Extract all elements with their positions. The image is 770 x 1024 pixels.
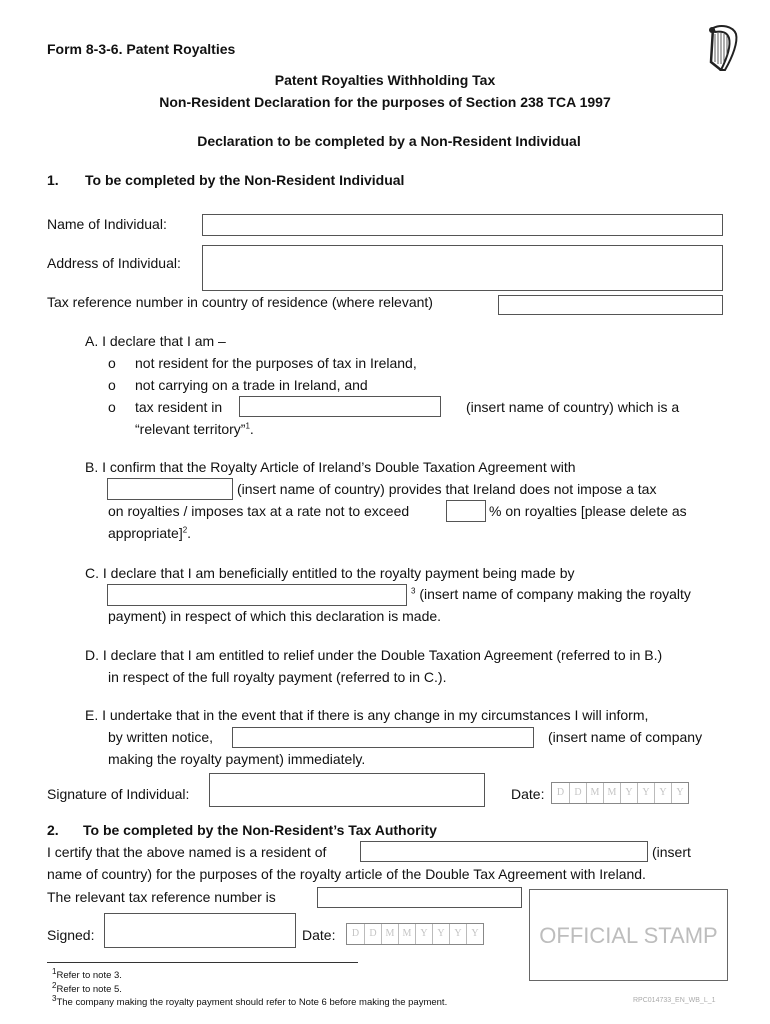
declaration-b-line-2: (insert name of country) provides that Ireland does not impose a tax [237, 481, 657, 497]
declaration-a-item-2: not carrying on a trade in Ireland, and [135, 377, 368, 393]
footnote-divider [47, 962, 358, 963]
authority-signature-field[interactable] [104, 913, 296, 948]
section-1-title: To be completed by the Non-Resident Individual [85, 172, 405, 188]
section-2-number: 2. [47, 822, 59, 838]
relevant-territory-text: “relevant territory”$^1$. [135, 421, 254, 437]
declaration-c-line-3: payment) in respect of which this declaration is made. [108, 608, 442, 624]
address-field[interactable] [202, 245, 723, 291]
certify-text-line-2: name of country) for the purposes of the royalty article of the Double Tax Agreement with Ireland. [47, 866, 646, 882]
date-digit-cell[interactable]: Y [671, 783, 688, 803]
paying-company-field[interactable] [107, 584, 407, 606]
date-digit-cell[interactable]: Y [415, 924, 432, 944]
declaration-e-line-3: making the royalty payment) immediately. [108, 751, 366, 767]
address-label: Address of Individual: [47, 255, 181, 271]
authority-date-label: Date: [302, 927, 336, 943]
declaration-d-line-1: D. I declare that I am entitled to relief under the Double Taxation Agreement (referred to in B.) [85, 647, 663, 663]
bullet: o [108, 355, 116, 371]
date-field-authority[interactable] [346, 923, 484, 945]
name-label: Name of Individual: [47, 216, 167, 232]
date-digit-cell[interactable]: M [603, 783, 620, 803]
declaration-a-item-3-text: tax resident in [135, 399, 223, 415]
footnote-2: $^2$Refer to note 5. [52, 981, 122, 996]
signed-label: Signed: [47, 927, 95, 943]
date-digit-cell[interactable]: Y [620, 783, 637, 803]
declaration-a-intro: A. I declare that I am – [85, 333, 226, 349]
declaration-a-item-1: not resident for the purposes of tax in Ireland, [135, 355, 417, 371]
tax-rate-field[interactable] [446, 500, 486, 522]
official-stamp-text: OFFICIAL STAMP [539, 923, 718, 948]
date-digit-cell[interactable]: Y [466, 924, 483, 944]
form-title: Form 8-3-6. Patent Royalties [47, 41, 236, 57]
date-digit-cell[interactable]: D [364, 924, 381, 944]
heading-3: Declaration to be completed by a Non-Resident Individual [197, 133, 581, 149]
certify-text: I certify that the above named is a resident of [47, 844, 327, 860]
resident-country-field[interactable] [360, 841, 648, 862]
footnote-3: $^3$The company making the royalty payment should refer to Note 6 before making the payment. [52, 994, 448, 1009]
footnote-1: $^1$Refer to note 3. [52, 967, 122, 982]
harp-logo-icon [703, 22, 743, 74]
date-label: Date: [511, 786, 545, 802]
declaration-c-line-2: $^3$ (insert name of company making the royalty [411, 586, 691, 602]
declaration-b-line-1: B. I confirm that the Royalty Article of Ireland’s Double Taxation Agreement with [85, 459, 576, 475]
heading-2: Non-Resident Declaration for the purposes of Section 238 TCA 1997 [159, 94, 611, 110]
dta-country-field[interactable] [107, 478, 233, 500]
heading-1: Patent Royalties Withholding Tax [274, 72, 496, 88]
certify-text-suffix: (insert [652, 844, 691, 860]
date-digit-cell[interactable]: M [398, 924, 415, 944]
date-digit-cell[interactable]: Y [432, 924, 449, 944]
declaration-b-line-3: on royalties / imposes tax at a rate not to exceed [108, 503, 410, 519]
notice-company-field[interactable] [232, 727, 534, 748]
bullet: o [108, 377, 116, 393]
date-digit-cell[interactable]: Y [637, 783, 654, 803]
declaration-d-line-2: in respect of the full royalty payment (referred to in C.). [108, 669, 447, 685]
country-of-residence-field[interactable] [239, 396, 441, 417]
official-stamp-box [529, 889, 728, 981]
tax-authority-reference-field[interactable] [317, 887, 522, 908]
declaration-b-line-4: appropriate]$^2$. [108, 525, 192, 541]
declaration-b-line-3-suffix: % on royalties [please delete as [489, 503, 687, 519]
tax-reference-label: Tax reference number in country of residence (where relevant) [47, 294, 433, 310]
declaration-e-line-2: by written notice, [108, 729, 214, 745]
tax-authority-reference-label: The relevant tax reference number is [47, 889, 276, 905]
date-digit-cell[interactable]: M [381, 924, 398, 944]
date-digit-cell[interactable]: D [569, 783, 586, 803]
section-1-number: 1. [47, 172, 59, 188]
name-field[interactable] [202, 214, 723, 236]
declaration-a-item-3-suffix: (insert name of country) which is a [466, 399, 680, 415]
date-digit-cell[interactable]: Y [654, 783, 671, 803]
date-digit-cell[interactable]: D [351, 928, 360, 939]
bullet: o [108, 399, 116, 415]
document-code: RPC014733_EN_WB_L_1 [633, 997, 716, 1004]
signature-label: Signature of Individual: [47, 786, 190, 802]
date-field-individual[interactable] [551, 782, 689, 804]
signature-field[interactable] [209, 773, 485, 807]
section-2-title: To be completed by the Non-Resident’s Tax Authority [83, 822, 437, 838]
date-digit-cell[interactable]: M [586, 783, 603, 803]
declaration-c-line-1: C. I declare that I am beneficially entitled to the royalty payment being made by [85, 565, 575, 581]
tax-reference-field[interactable] [498, 295, 723, 315]
declaration-e-line-2-suffix: (insert name of company [548, 729, 703, 745]
date-digit-cell[interactable]: Y [449, 924, 466, 944]
date-digit-cell[interactable]: D [556, 787, 565, 798]
declaration-e-line-1: E. I undertake that in the event that if there is any change in my circumstances I will inform, [85, 707, 649, 723]
